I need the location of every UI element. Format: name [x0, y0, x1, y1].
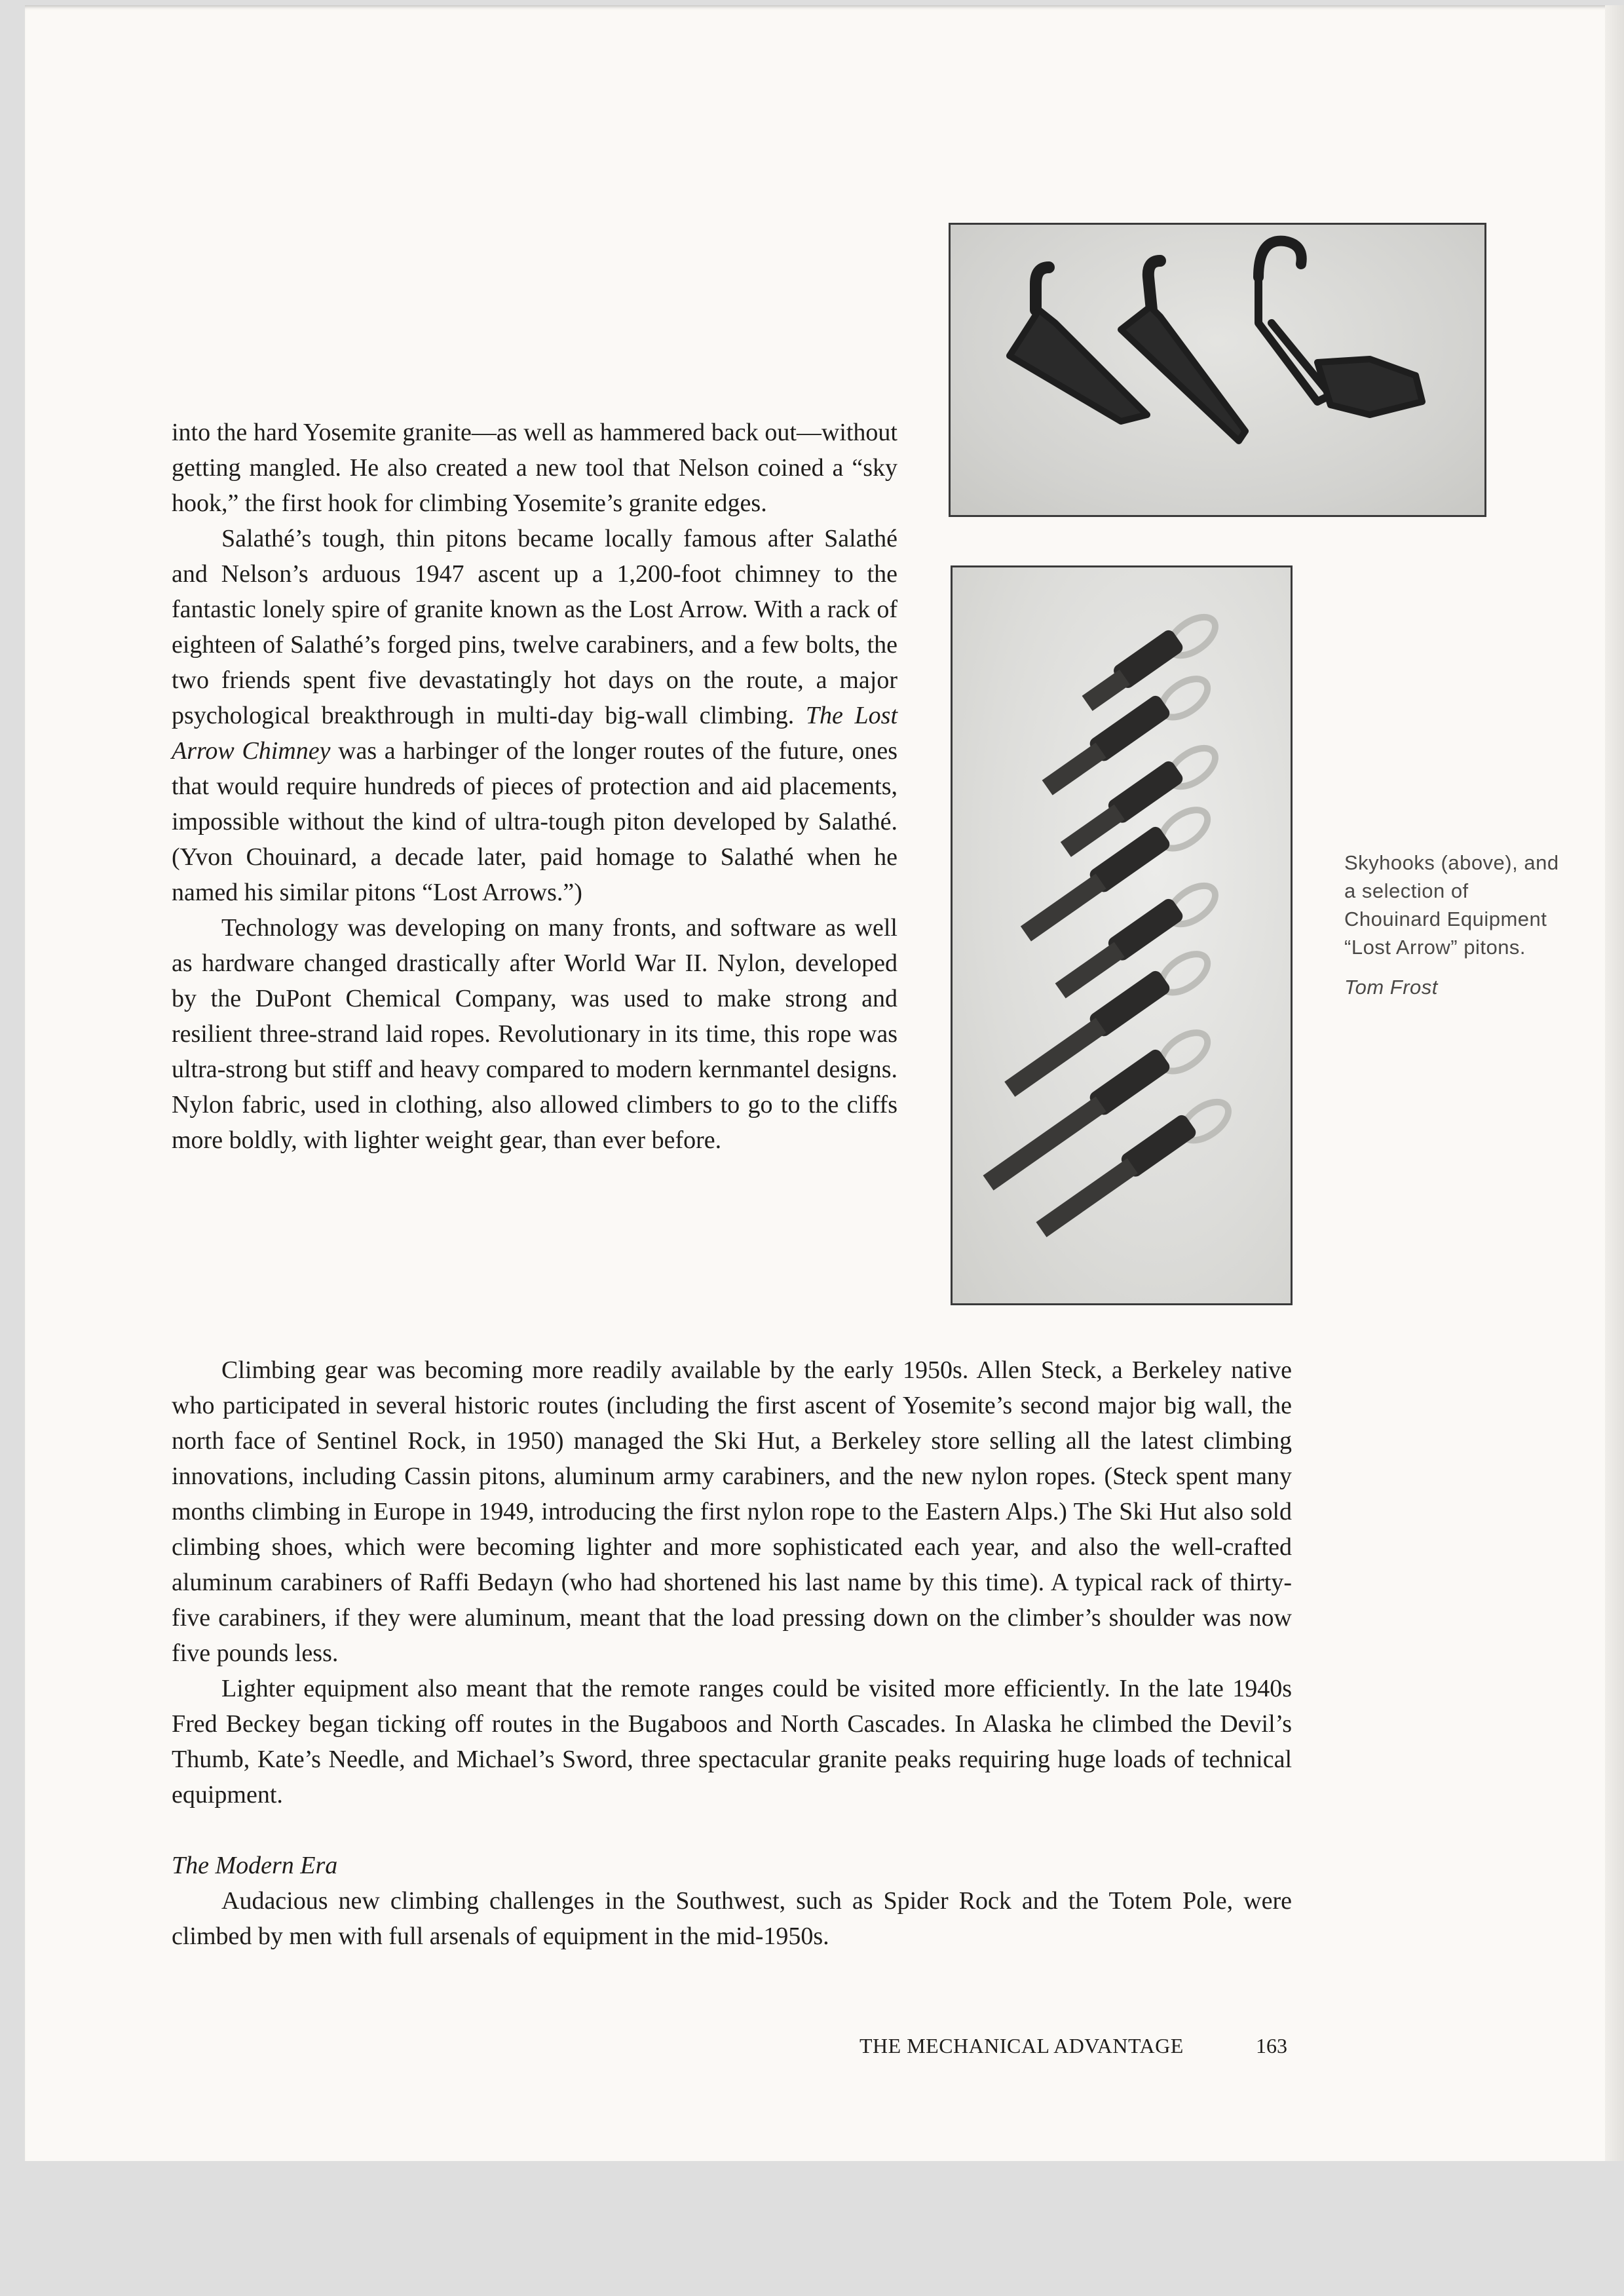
section-subheading: The Modern Era: [172, 1852, 338, 1879]
paragraph-text: was a harbinger of the longer routes of the future, ones that would require hundreds of pieces of protection and aid placements, impossible without the kind of ultra-tough piton developed by Salathé. (Yvon Chouinard, a decade later, paid homage to Salathé when he named his similar pitons “Lost Arrows.”): [172, 737, 897, 906]
photo-caption: [1344, 849, 1560, 1001]
narrow-text-column: [172, 415, 897, 1158]
paragraph: Audacious new climbing challenges in the Southwest, such as Spider Rock and the Totem Pole, were climbed by men with full arsenals of equipment in the mid-1950s.: [172, 1887, 1292, 1950]
paragraph: Technology was developing on many fronts, and software as well as hardware changed drastically after World War II. Nylon, developed by the DuPont Chemical Company, was used to make strong and resilient three-strand laid ropes. Revolutionary in its time, this rope was ultra-strong but stiff and heavy compared to modern kernmantel designs. Nylon fabric, used in clothing, also allowed climbers to go to the cliffs more boldly, with lighter weight gear, than ever before.: [172, 914, 897, 1154]
pitons-photo: [951, 565, 1293, 1305]
route-name-italic: The Lost Arrow Chimney: [172, 702, 898, 765]
paragraph: [172, 521, 897, 910]
paragraph: Climbing gear was becoming more readily available by the early 1950s. Allen Steck, a Berkeley native who participated in several historic routes (including the first ascent of Yosemite’s second major big wall, the north face of Sentinel Rock, in 1950) managed the Ski Hut, a Berkeley store selling all the latest climbing innovations, including Cassin pitons, aluminum army carabiners, and the new nylon ropes. (Steck spent many months climbing in Europe in 1949, introducing the first nylon rope to the Eastern Alps.) The Ski Hut also sold climbing shoes, which were becoming lighter and more sophisticated each year, and also the well-crafted aluminum carabiners of Raffi Bedayn (who had shortened his last name by this time). A typical rack of thirty-five carabiners, if they were aluminum, meant that the load pressing down on the climber’s shoulder was now five pounds less.: [172, 1356, 1292, 1667]
caption-text: Skyhooks (above), and a selection of Chouinard Equipment “Lost Arrow” pitons.: [1344, 851, 1559, 959]
page-edge: [1605, 5, 1624, 2161]
skyhooks-illustration: [951, 225, 1484, 515]
skyhooks-photo: [949, 223, 1486, 517]
running-footer-title: THE MECHANICAL ADVANTAGE: [859, 2034, 1184, 2057]
page-number: 163: [1256, 2034, 1287, 2057]
photo-credit: Tom Frost: [1344, 976, 1438, 999]
paragraph: Lighter equipment also meant that the remote ranges could be visited more efficiently. In the late 1940s Fred Beckey began ticking off routes in the Bugaboos and North Cascades. In Alaska he climbed the Devil’s Thumb, Kate’s Needle, and Michael’s Sword, three spectacular granite peaks requiring huge loads of technical equipment.: [172, 1675, 1292, 1808]
full-width-text-column: [172, 1352, 1292, 1954]
paragraph: into the hard Yosemite granite—as well as hammered back out—without getting mangled. He also created a new tool that Nelson coined a “sky hook,” the first hook for climbing Yosemite’s granite edges.: [172, 419, 897, 517]
paragraph-text: Salathé’s tough, thin pitons became locally famous after Salathé and Nelson’s arduous 1947 ascent up a 1,200-foot chimney to the fantastic lonely spire of granite known as the Lost Arrow. With a rack of eighteen of Salathé’s forged pins, twelve carabiners, and a few bolts, the two friends spent five devastatingly hot days on the route, a major psychological breakthrough in multi-day big-wall climbing.: [172, 525, 897, 729]
pitons-illustration: [953, 567, 1291, 1303]
